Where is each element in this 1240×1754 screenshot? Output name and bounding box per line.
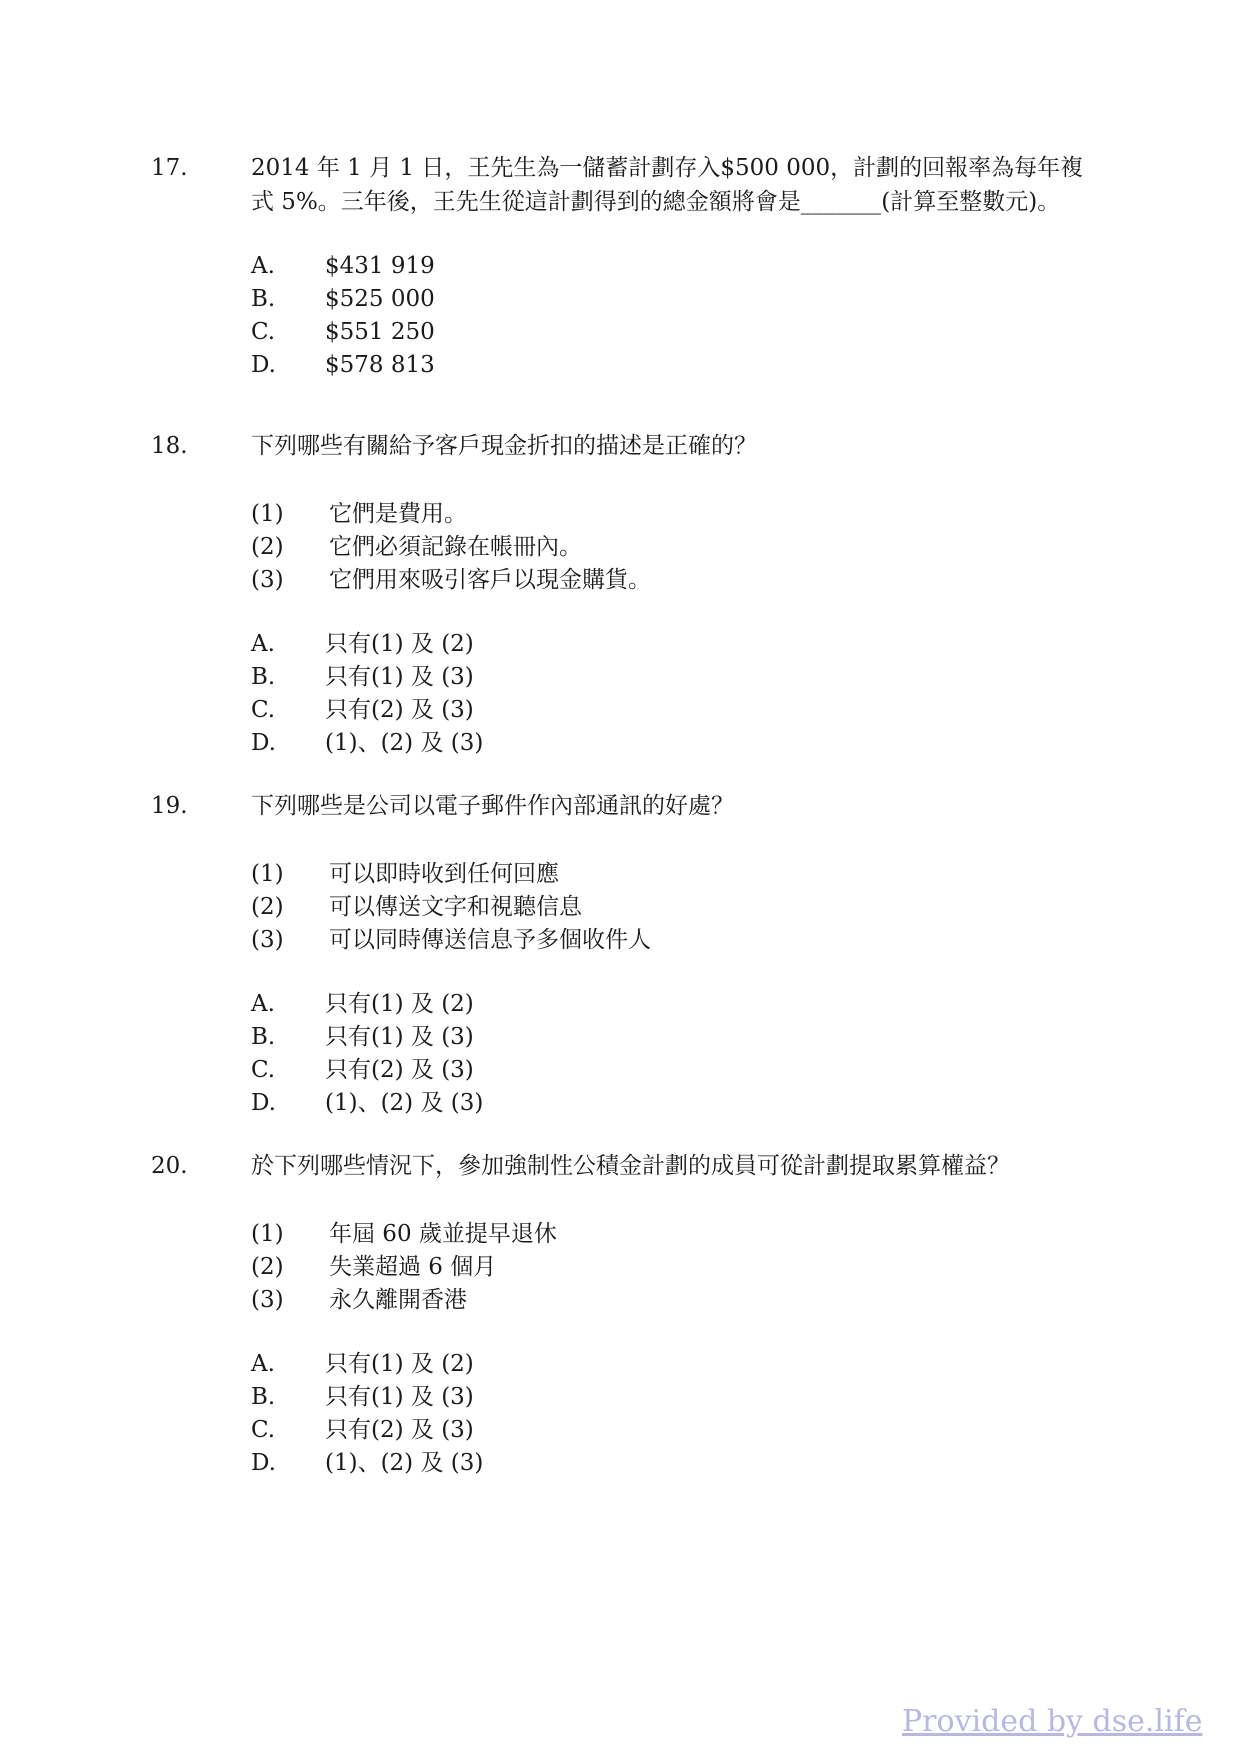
option-label: A. [251,1351,275,1377]
statement-list [251,858,1051,957]
option-text: 只有(2) 及 (3) [325,697,474,723]
option-label: D. [251,1090,276,1116]
option-label: B. [251,1024,276,1050]
statement-1 [251,858,1051,891]
statement-3 [251,924,1051,957]
statement-2 [251,891,1051,924]
option-b [251,661,1051,694]
statement-3 [251,1284,1051,1317]
question-number: 19. [151,793,188,819]
option-text: (1)、(2) 及 (3) [325,1090,484,1116]
option-label: A. [251,253,275,279]
statement-label: (1) [251,501,284,527]
option-d [251,349,1051,382]
statement-3 [251,564,1051,597]
statement-label: (2) [251,894,284,920]
option-text: $525 000 [325,286,435,312]
question-text-line: 式 5%。三年後，王先生從這計劃得到的總金額將會是_______(計算至整數元)。 [251,189,1061,215]
answer-options [251,988,1051,1120]
option-a [251,1348,1051,1381]
statement-1 [251,1218,1051,1251]
option-b [251,1021,1051,1054]
statement-label: (3) [251,927,284,953]
option-label: C. [251,1057,276,1083]
option-label: A. [251,991,275,1017]
option-text: 只有(1) 及 (3) [325,1384,474,1410]
statement-list [251,1218,1051,1317]
option-a [251,250,1051,283]
question-text-line: 2014 年 1 月 1 日，王先生為一儲蓄計劃存入$500 000，計劃的回報率為每年複 [251,155,1084,181]
option-label: D. [251,352,276,378]
option-label: C. [251,1417,276,1443]
question-text-line: 下列哪些是公司以電子郵件作內部通訊的好處？ [251,793,734,819]
statement-text: 它們是費用。 [329,501,467,527]
question-text-line: 下列哪些有關給予客戶現金折扣的描述是正確的？ [251,433,757,459]
option-text: 只有(2) 及 (3) [325,1417,474,1443]
option-text: $551 250 [325,319,435,345]
statement-label: (1) [251,861,284,887]
option-a [251,988,1051,1021]
statement-text: 可以即時收到任何回應 [329,861,559,887]
option-b [251,1381,1051,1414]
option-c [251,1054,1051,1087]
option-d [251,727,1051,760]
statement-label: (2) [251,534,284,560]
statement-text: 它們用來吸引客戶以現金購貨。 [329,567,651,593]
option-text: 只有(1) 及 (3) [325,1024,474,1050]
option-text: 只有(1) 及 (2) [325,1351,474,1377]
provided-by-link[interactable]: Provided by dse.life [902,1704,1203,1739]
answer-options [251,628,1051,760]
option-text: (1)、(2) 及 (3) [325,1450,484,1476]
option-label: C. [251,319,276,345]
answer-options [251,1348,1051,1480]
option-c [251,694,1051,727]
option-text: 只有(1) 及 (2) [325,631,474,657]
option-text: 只有(2) 及 (3) [325,1057,474,1083]
statement-text: 永久離開香港 [329,1287,467,1313]
question-text [251,789,1096,823]
option-text: 只有(1) 及 (2) [325,991,474,1017]
statement-text: 年屆 60 歲並提早退休 [329,1221,557,1247]
question-number: 18. [151,433,188,459]
question-text [251,1149,1096,1183]
option-label: C. [251,697,276,723]
option-text: $431 919 [325,253,435,279]
option-c [251,1414,1051,1447]
statement-label: (3) [251,567,284,593]
option-text: $578 813 [325,352,435,378]
statement-text: 失業超過 6 個月 [329,1254,497,1280]
statement-1 [251,498,1051,531]
option-text: 只有(1) 及 (3) [325,664,474,690]
statement-list [251,498,1051,597]
question-number: 20. [151,1153,188,1179]
statement-text: 可以傳送文字和視聽信息 [329,894,582,920]
option-d [251,1087,1051,1120]
statement-label: (3) [251,1287,284,1313]
statement-2 [251,1251,1051,1284]
statement-text: 可以同時傳送信息予多個收件人 [329,927,651,953]
option-a [251,628,1051,661]
option-label: B. [251,664,276,690]
option-b [251,283,1051,316]
option-label: D. [251,1450,276,1476]
option-label: A. [251,631,275,657]
question-text-line: 於下列哪些情況下，參加強制性公積金計劃的成員可從計劃提取累算權益？ [251,1153,1010,1179]
statement-text: 它們必須記錄在帳冊內。 [329,534,582,560]
option-d [251,1447,1051,1480]
option-text: (1)、(2) 及 (3) [325,730,484,756]
option-c [251,316,1051,349]
statement-label: (1) [251,1221,284,1247]
option-label: D. [251,730,276,756]
option-label: B. [251,1384,276,1410]
statement-label: (2) [251,1254,284,1280]
question-text [251,429,1096,463]
option-label: B. [251,286,276,312]
statement-2 [251,531,1051,564]
question-text [251,151,1096,219]
question-number: 17. [151,155,188,181]
answer-options [251,250,1051,382]
